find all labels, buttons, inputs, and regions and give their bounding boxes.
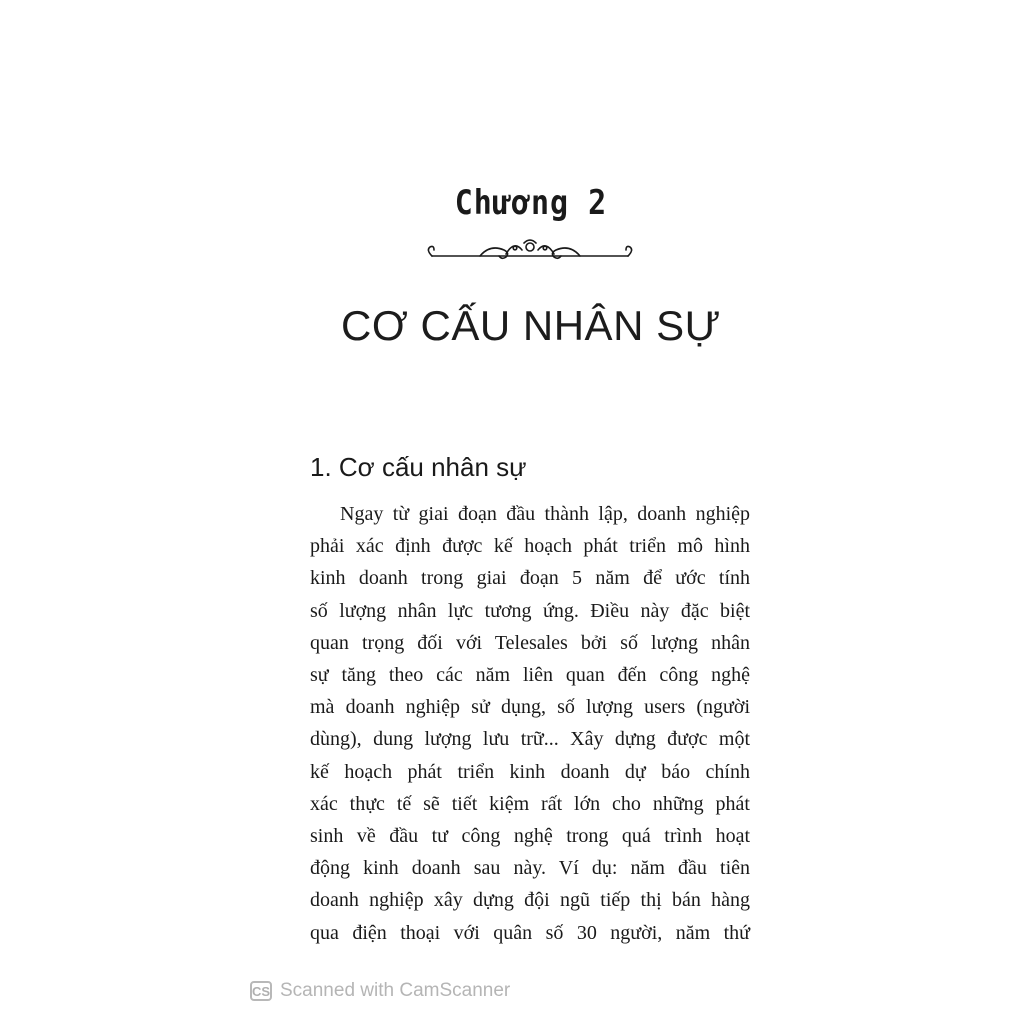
text-line: sinh về đầu tư công nghệ trong quá trình hoạt — [310, 825, 750, 848]
ornament-divider — [420, 236, 640, 266]
body-paragraph — [310, 498, 750, 949]
text-line: doanh nghiệp xây dựng đội ngũ tiếp thị bán hàng — [310, 889, 750, 912]
text-line: số lượng nhân lực tương ứng. Điều này đặc biệt — [310, 599, 750, 622]
chapter-title: CƠ CẤU NHÂN SỰ — [341, 302, 721, 349]
camscanner-watermark — [250, 978, 510, 1004]
text-line: phải xác định được kế hoạch phát triển mô hình — [310, 535, 750, 558]
text-line: kinh doanh trong giai đoạn 5 năm để ước tính — [310, 567, 750, 590]
text-line: qua điện thoại với quân số 30 người, năm thứ — [310, 921, 750, 944]
text-line: sự tăng theo các năm liên quan đến công nghệ — [310, 664, 750, 687]
text-line: kế hoạch phát triển kinh doanh dự báo chính — [310, 760, 750, 783]
watermark-text: Scanned with CamScanner — [280, 980, 511, 1001]
text-line: động kinh doanh sau này. Ví dụ: năm đầu tiên — [310, 857, 750, 880]
chapter-label: Chương 2 — [454, 183, 608, 224]
text-line: dùng), dung lượng lưu trữ... Xây dựng được một — [310, 728, 750, 751]
camscanner-logo-icon: CS — [250, 981, 272, 1001]
section-heading: 1. Cơ cấu nhân sự — [310, 452, 527, 482]
text-line: Ngay từ giai đoạn đầu thành lập, doanh nghiệp — [340, 503, 750, 525]
text-line: mà doanh nghiệp sử dụng, số lượng users (người — [310, 696, 750, 719]
text-line: xác thực tế sẽ tiết kiệm rất lớn cho những phát — [310, 792, 750, 815]
text-line: quan trọng đối với Telesales bởi số lượng nhân — [310, 631, 750, 654]
